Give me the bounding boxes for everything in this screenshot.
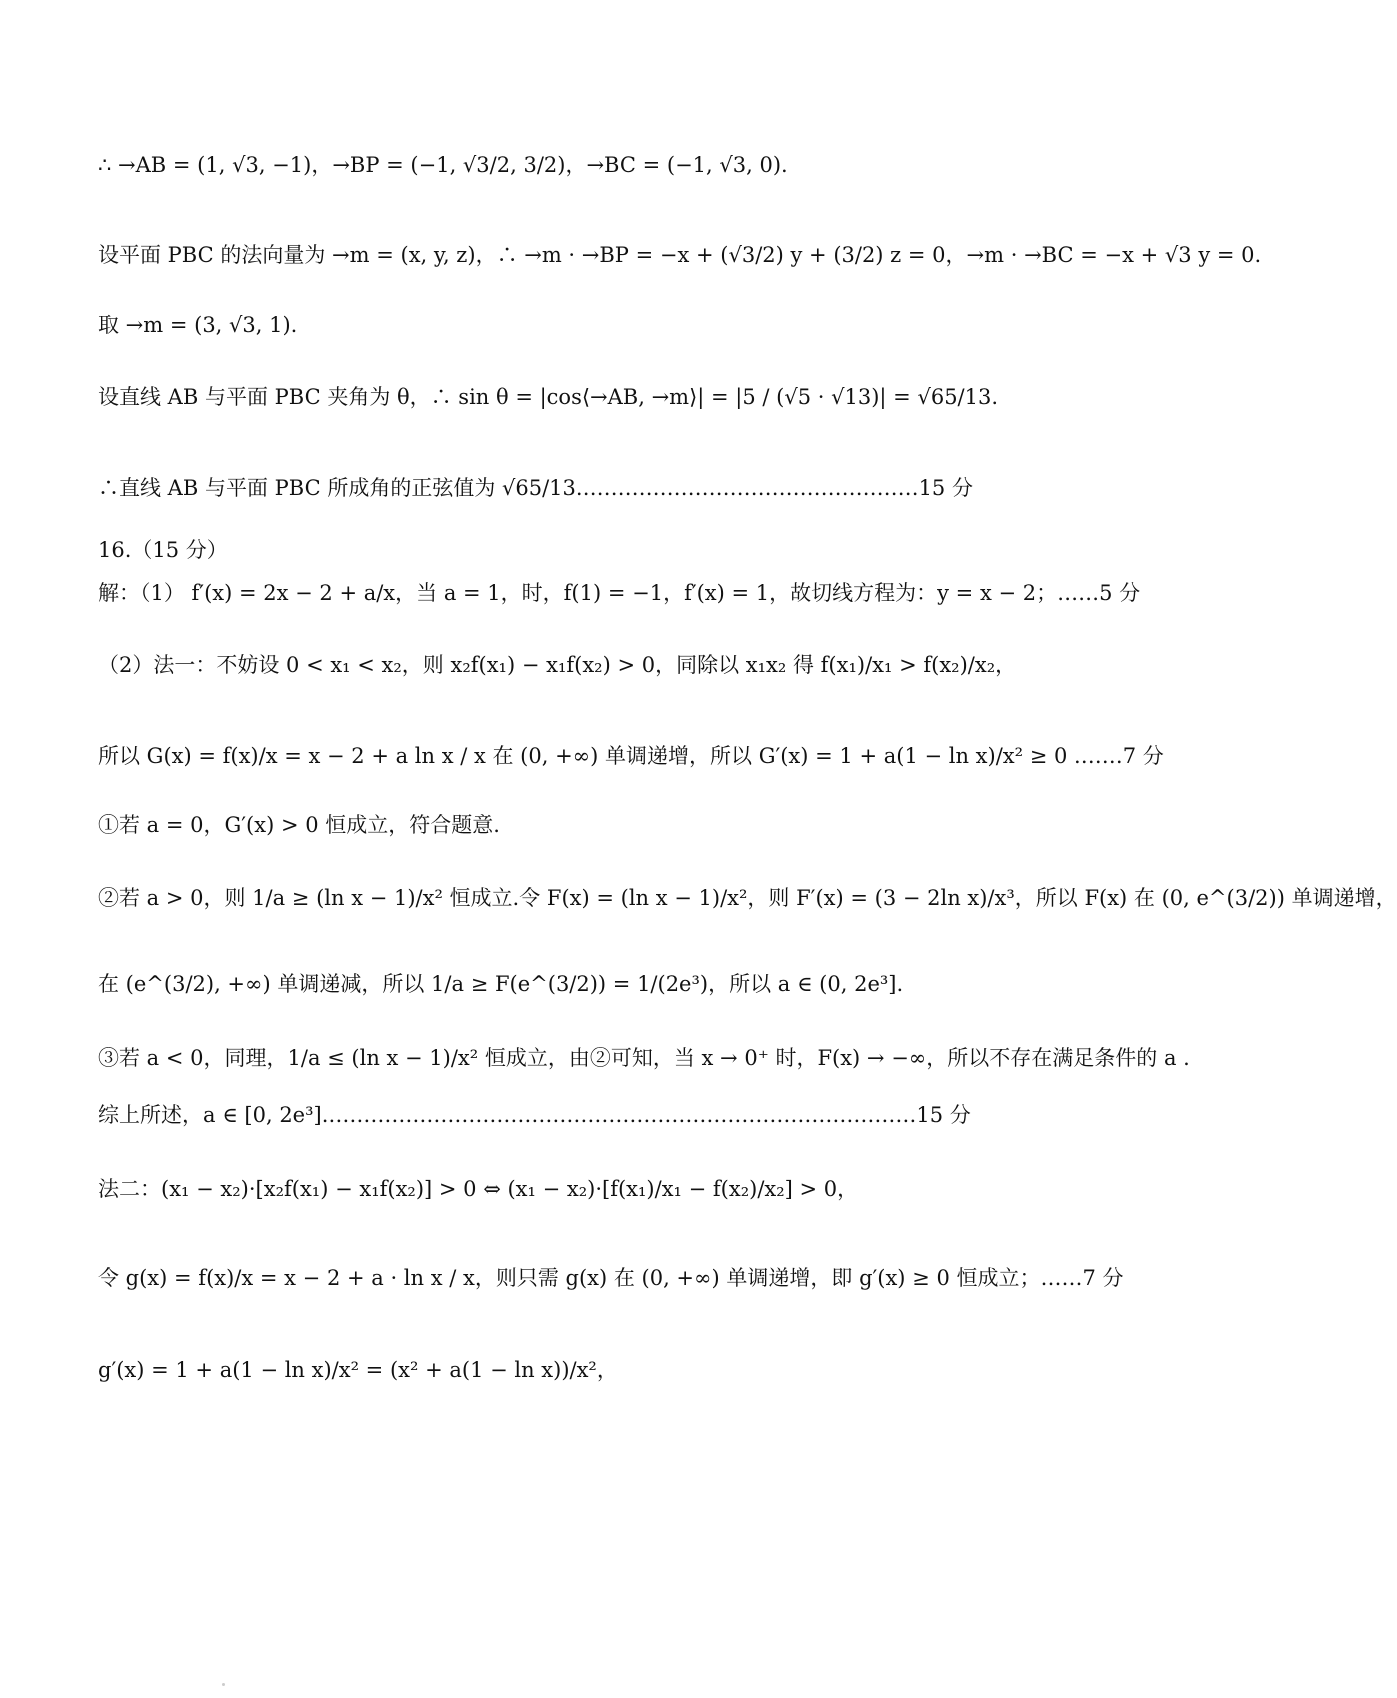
case-a-positive-line: ②若 a > 0，则 1/a ≥ (ln x − 1)/x² 恒成立.令 F(x) = (ln x − 1)/x²，则 F′(x) = (3 − 2ln x)/x³，所以 F(x) 在 (0, e^(3/2)) 单调递增， xyxy=(98,886,1397,910)
case-a-zero-line: ①若 a = 0，G′(x) > 0 恒成立，符合题意. xyxy=(98,813,500,837)
vector-ab-line: ∴ →AB = (1, √3, −1)，→BP = (−1, √3/2, 3/2)，→BC = (−1, √3, 0). xyxy=(98,153,788,177)
footer-mark xyxy=(222,1683,225,1686)
g-prime-line: g′(x) = 1 + a(1 − ln x)/x² = (x² + a(1 − ln x))/x²， xyxy=(98,1358,618,1382)
method1-line: （2）法一：不妨设 0 < x₁ < x₂，则 x₂f(x₁) − x₁f(x₂) > 0，同除以 x₁x₂ 得 f(x₁)/x₁ > f(x₂)/x₂， xyxy=(98,653,1017,677)
case-a-positive-cont-line: 在 (e^(3/2), +∞) 单调递减，所以 1/a ≥ F(e^(3/2)) = 1/(2e³)，所以 a ∈ (0, 2e³]. xyxy=(98,972,904,996)
case-a-negative-line: ③若 a < 0，同理，1/a ≤ (ln x − 1)/x² 恒成立，由②可知，当 x → 0⁺ 时，F(x) → −∞，所以不存在满足条件的 a . xyxy=(98,1046,1190,1070)
g-increasing-line: 所以 G(x) = f(x)/x = x − 2 + a ln x / x 在 (0, +∞) 单调递增，所以 G′(x) = 1 + a(1 − ln x)/x² ≥ 0 .……7 分 xyxy=(98,744,1164,768)
g-function-line: 令 g(x) = f(x)/x = x − 2 + a · ln x / x，则只需 g(x) 在 (0, +∞) 单调递增，即 g′(x) ≥ 0 恒成立；……7 分 xyxy=(98,1266,1124,1290)
question-16-heading: 16.（15 分） xyxy=(98,538,228,562)
take-m-line: 取 →m = (3, √3, 1). xyxy=(98,313,298,337)
answer-15-line: ∴直线 AB 与平面 PBC 所成角的正弦值为 √65/13.…………………………………………15 分 xyxy=(98,476,973,500)
summary-line: 综上所述，a ∈ [0, 2e³].…………………………………………………………………………15 分 xyxy=(98,1103,971,1127)
method2-line: 法二：(x₁ − x₂)·[x₂f(x₁) − x₁f(x₂)] > 0 ⇔ (x₁ − x₂)·[f(x₁)/x₁ − f(x₂)/x₂] > 0， xyxy=(98,1177,859,1201)
normal-vector-line: 设平面 PBC 的法向量为 →m = (x, y, z)，∴ →m · →BP = −x + (√3/2) y + (3/2) z = 0，→m · →BC = −x + √3 y = 0. xyxy=(98,243,1262,267)
sin-theta-line: 设直线 AB 与平面 PBC 夹角为 θ，∴ sin θ = |cos⟨→AB, →m⟩| = |5 / (√5 · √13)| = √65/13. xyxy=(98,385,999,409)
solution-part1-line: 解：（1） f′(x) = 2x − 2 + a/x，当 a = 1，时，f(1) = −1，f′(x) = 1，故切线方程为：y = x − 2；……5 分 xyxy=(98,581,1141,605)
